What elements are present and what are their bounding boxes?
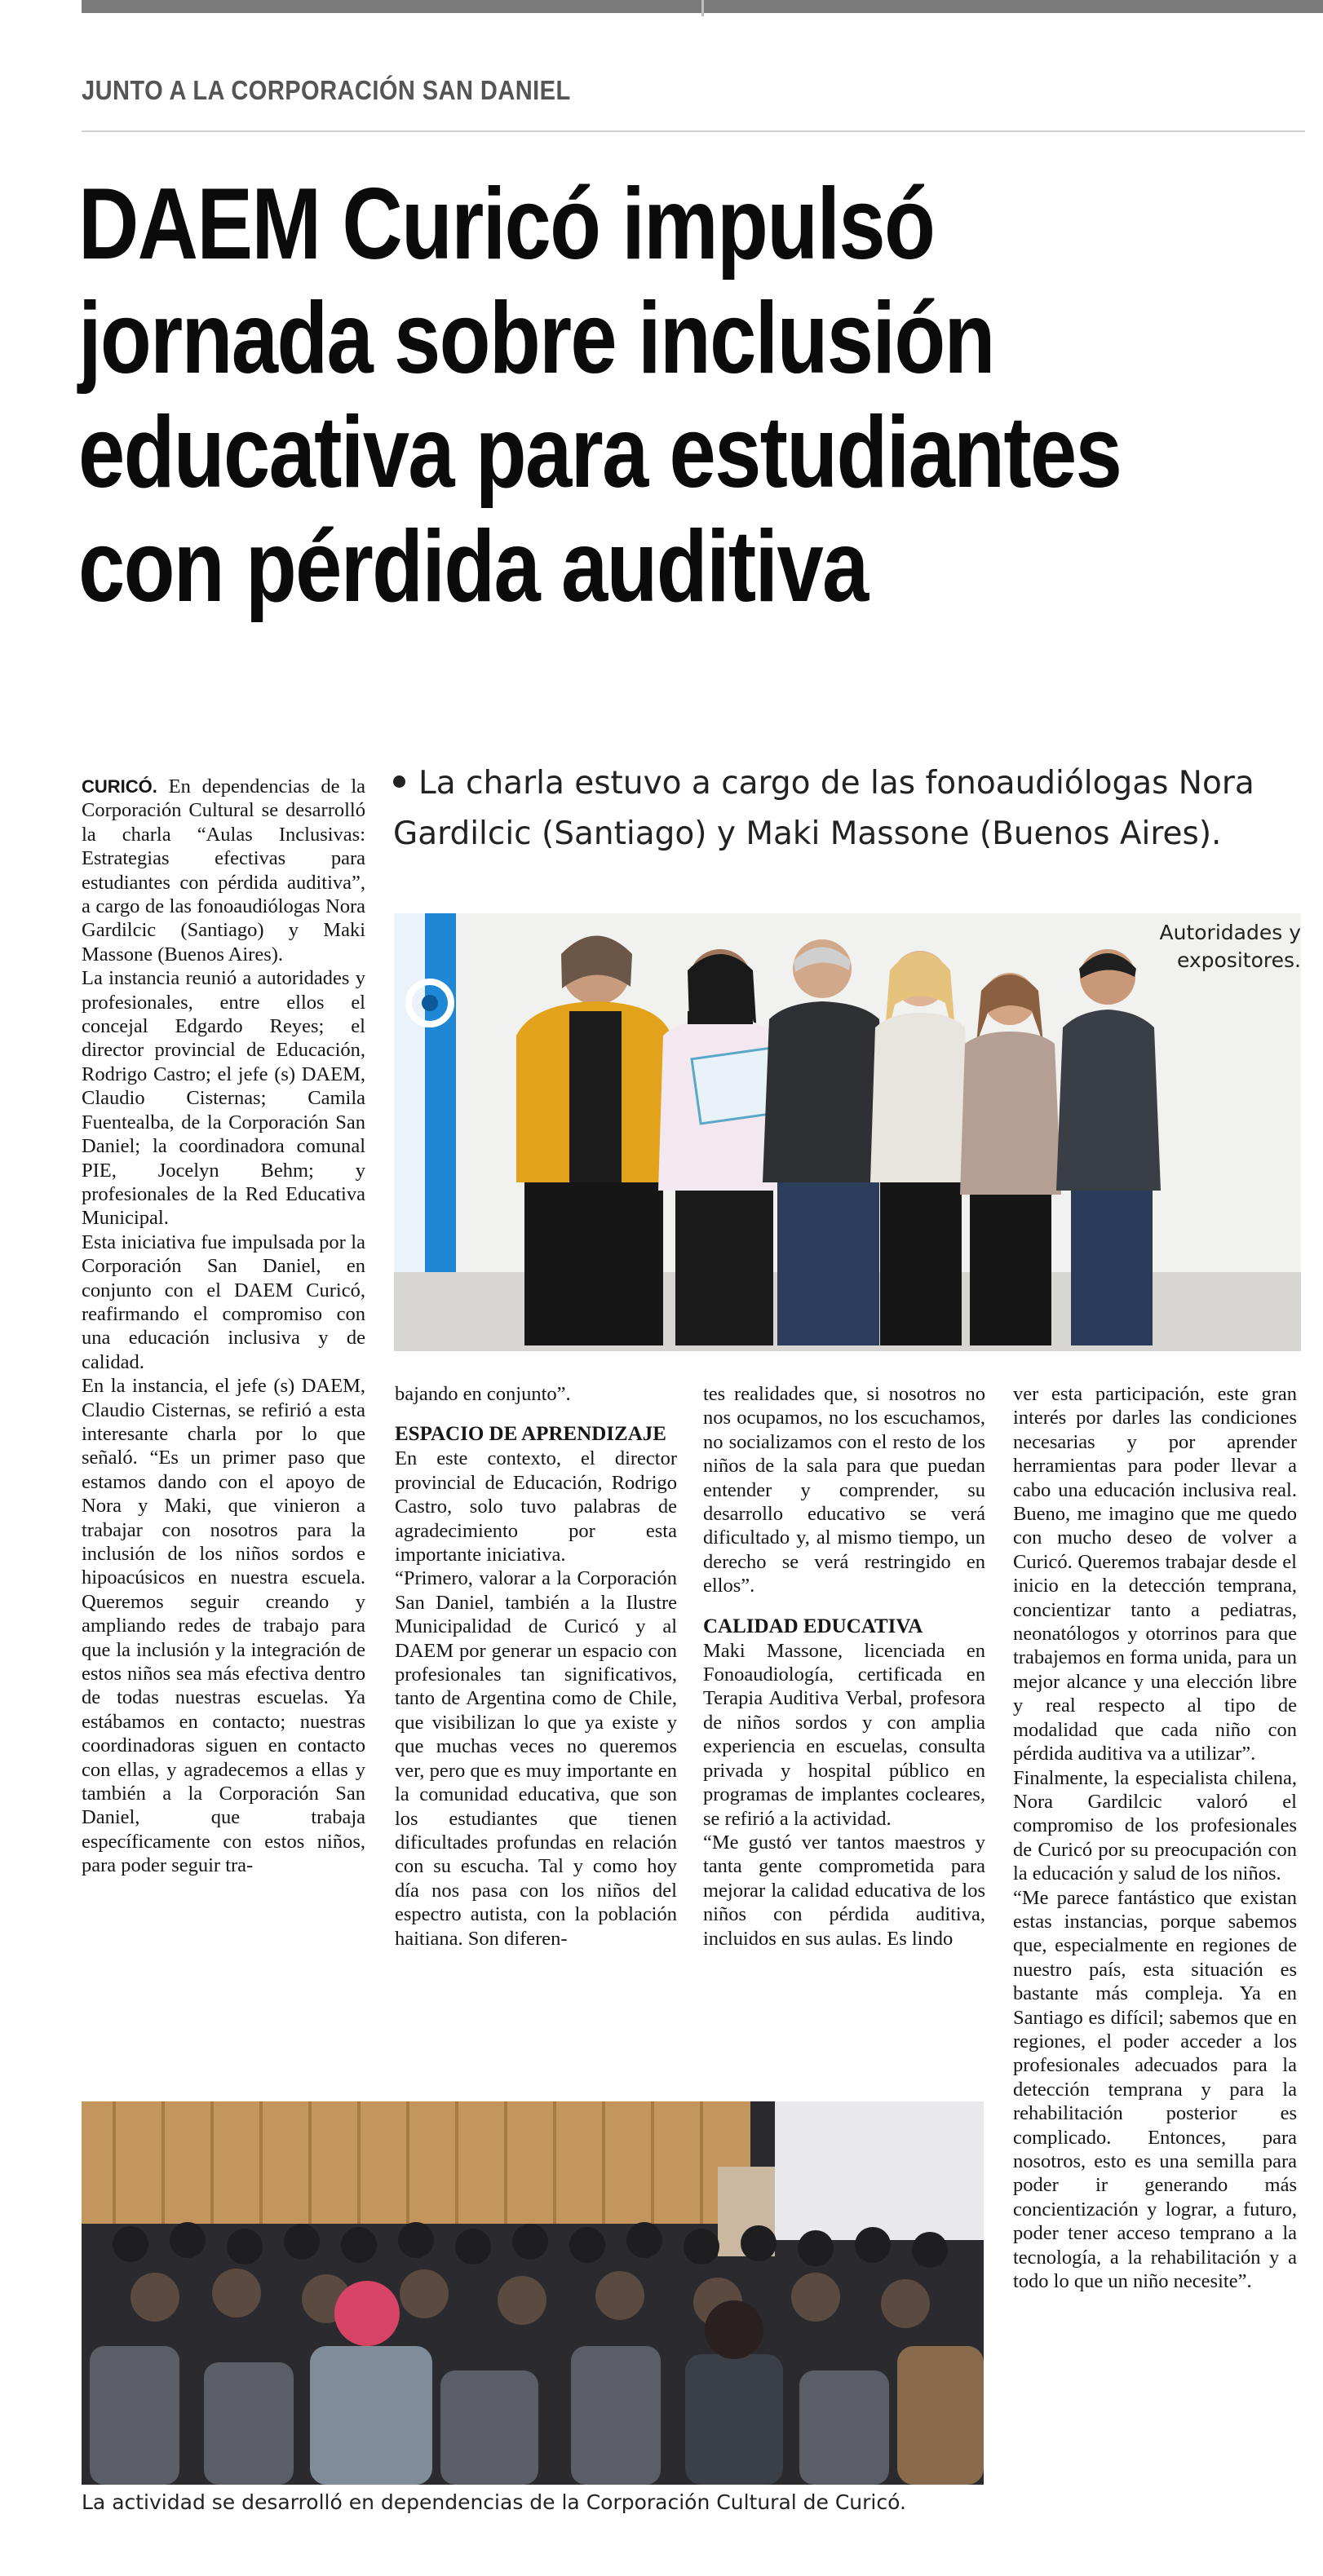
dateline: CURICÓ.: [82, 776, 157, 797]
photo-caption-audience: La actividad se desarrolló en dependencias de la Corporación Cultural de Curicó.: [82, 2490, 906, 2514]
top-rule-tick: [701, 0, 704, 16]
photo-caption-authorities: Autoridades y expositores.: [1159, 921, 1301, 972]
paragraph: tes realidades que, si nosotros no nos ocupamos, no los escuchamos, no socializamos con el resto de los niños de la sala para que puedan entender y comprender, su desarrollo educativo se verá dificultado y, al mismo tiempo, un derecho se verá restringido en ellos”.: [703, 1383, 985, 1597]
photo-audience: [82, 2101, 984, 2485]
paragraph: bajando en conjunto”.: [395, 1383, 571, 1405]
paragraph: “Me gustó ver tantos maestros y tanta gente comprometida para mejorar la calidad educativa de los niños con pérdida auditiva, incluidos en sus aulas. Es lindo: [703, 1831, 985, 1950]
headline: DAEM Curicó impulsó jornada sobre inclusión educativa para estudiantes con pérdida auditiva: [78, 168, 1122, 623]
paragraph: “Me parece fantástico que existan estas instancias, porque sabemos que, especialmente en regiones de nuestro país, esta situación es bastante más compleja. Ya en Santiago es difícil; sabemos que en regiones, el poder acceder a los profesionales adecuados para la detección temprana y para la rehabilitación posterior es complicado. Entonces, para nosotros, esto es una semilla para poder ir generando más concientización y lograr, a futuro, poder tener acceso temprano a la tecnología, a la rehabilitación y a todo lo que un niño necesite”.: [1013, 1886, 1297, 2293]
paragraph: “Primero, valorar a la Corporación San Daniel, también a la Ilustre Municipalidad de Curicó y al DAEM por generar un espacio con profesionales tan significativos, tanto de Argentina como de Chile, que visibilizan lo que ya existe y que muchas veces no queremos ver, pero que es muy importante en la comunidad educativa, que son los estudiantes que tienen dificultades profundas en relación con su escucha. Tal y como hoy día nos pasa con los niños del espectro autista, con la población haitiana. Son diferen-: [395, 1567, 677, 1950]
paragraph: ver esta participación, este gran interés por darles las condiciones necesarias y por aprender herramientas para poder llevar a cabo una educación inclusiva real. Bueno, me imagino que me quedo con mucho deseo de volver a Curicó. Queremos trabajar desde el inicio en la detección temprana, concientizar tanto a pediatras, neonatólogos y otorrinos para que trabajemos en forma unida, para un mejor alcance y una elección libre y real respecto al tipo de modalidad que cada niño con pérdida auditiva va a utilizar”.: [1013, 1383, 1297, 1765]
text-column-1: [82, 775, 365, 1878]
group-photo-illustration: [394, 913, 1301, 1351]
paragraph: La instancia reunió a autoridades y profesionales, entre ellos el concejal Edgardo Reyes; el director provincial de Educación, Rodrigo Castro; el jefe (s) DAEM, Claudio Cisternas; Camila Fuentealba, de la Corporación San Daniel; la coordinadora comunal PIE, Jocelyn Behm; y profesionales de la Red Educativa Municipal.: [82, 967, 365, 1230]
paragraph: Maki Massone, licenciada en Fonoaudiología, certificada en Terapia Auditiva Verbal, profesora de niños sordos y con amplia experiencia en escuelas, consulta privada y hospital público en programas de implantes cocleares, se refirió a la actividad.: [703, 1639, 985, 1830]
paragraph: Finalmente, la especialista chilena, Nora Gardilcic valoró el compromiso de los profesionales de Curicó por su preocupación con la educación y salud de los niños.: [1013, 1766, 1297, 1885]
highlight-quote: [393, 758, 1307, 859]
audience-photo-illustration: [82, 2101, 984, 2485]
kicker-divider: [82, 130, 1305, 132]
paragraph-text: En dependencias de la Corporación Cultural se desarrolló la charla “Aulas Inclusivas: Estrategias efectivas para estudiantes con pérdida auditiva”, a cargo de las fonoaudiólogas Nora Gardilcic (Santiago) y Maki Massone (Buenos Aires).: [82, 775, 365, 965]
paragraph: Esta iniciativa fue impulsada por la Corporación San Daniel, en conjunto con el DAEM Curicó, reafirmando el compromiso con una educación inclusiva y de calidad.: [82, 1231, 365, 1373]
text-column-3: [703, 1382, 985, 1951]
subheading: CALIDAD EDUCATIVA: [703, 1615, 923, 1637]
section-kicker: JUNTO A LA CORPORACIÓN SAN DANIEL: [82, 75, 571, 105]
text-column-2: [395, 1382, 677, 1951]
subheading: ESPACIO DE APRENDIZAJE: [395, 1423, 666, 1446]
photo-authorities: [394, 913, 1301, 1351]
paragraph: En este contexto, el director provincial de Educación, Rodrigo Castro, solo tuvo palabras de agradecimiento por esta importante iniciativa.: [395, 1447, 677, 1566]
paragraph: [82, 775, 365, 966]
bullet-icon: [393, 775, 405, 788]
paragraph: En la instancia, el jefe (s) DAEM, Claudio Cisternas, se refirió a esta interesante charla por lo que señaló. “Es un primer paso que estamos dando con el apoyo de Nora y Maki, que vinieron a trabajar con nosotros para la inclusión de los niños sordos e hipoacúsicos en nuestra escuela. Queremos seguir creando y ampliando redes de trabajo para que la inclusión y la integración de estos niños sea más efectiva dentro de todas nuestras escuelas. Ya estábamos en contacto; nuestras coordinadoras siguen en contacto con ellas, y agradecemos a ellas y también a la Corporación San Daniel, que trabaja específicamente con estos niños, para poder seguir tra-: [82, 1375, 365, 1877]
highlight-text: La charla estuvo a cargo de las fonoaudiólogas Nora Gardilcic (Santiago) y Maki Massone (Buenos Aires).: [393, 765, 1254, 852]
text-column-4: [1013, 1382, 1297, 2293]
